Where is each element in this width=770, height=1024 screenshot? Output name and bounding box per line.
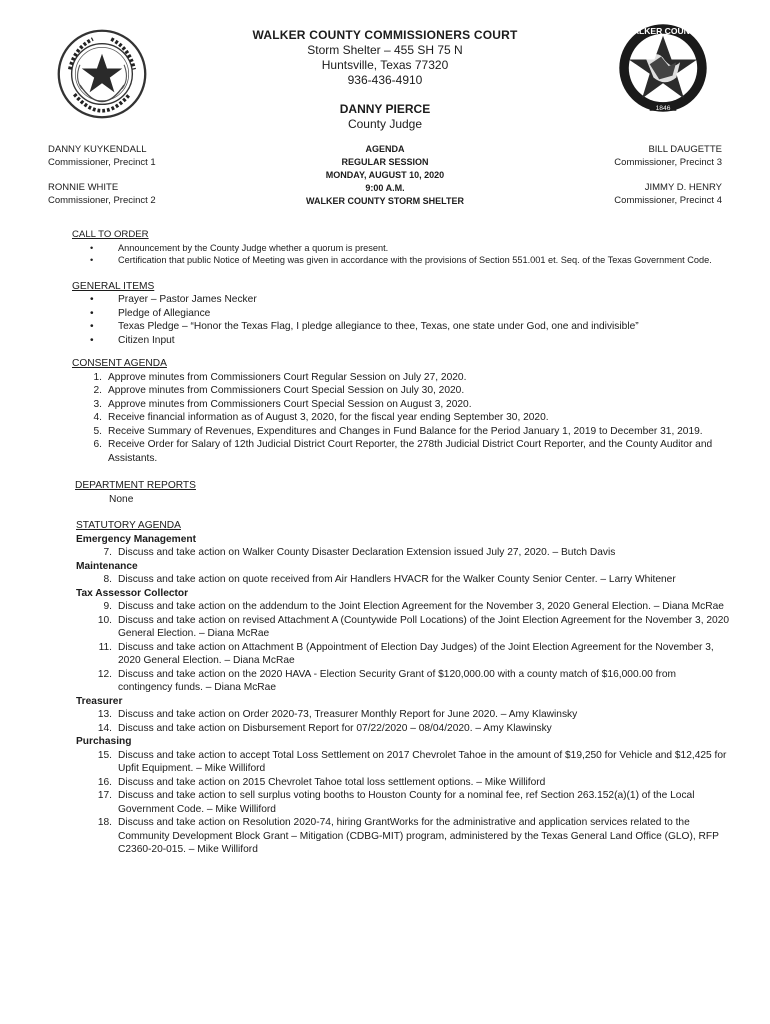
list-item: 6. Receive Order for Salary of 12th Judicial District Court Reporter, the 278th Judicial District Court Reporter, and the County Auditor and Assistants.: [93, 439, 713, 464]
session-time: 9:00 A.M.: [365, 183, 405, 193]
commissioner-name: RONNIE WHITE: [48, 182, 119, 193]
list-item: 1. Approve minutes from Commissioners Court Regular Session on July 27, 2020.: [93, 371, 467, 383]
list-item: 13. Discuss and take action on Order 2020-73, Treasurer Monthly Report for June 2020. – Amy Klawinsky: [97, 709, 578, 720]
list-item: • Pledge of Allegiance: [72, 307, 714, 321]
group-title: Purchasing: [76, 736, 132, 747]
svg-text:WALKER COUNTY: WALKER COUNTY: [625, 25, 701, 36]
list-item: 18. Discuss and take action on Resolution 2020-74, hiring GrantWorks for the administrative and application services related to the Community Development Block Grant – Mitigation (CDBG-MIT) program, administered by the Texas General Land Office (GLO), RFP C2360-20-015. – Mike Williford: [97, 817, 719, 855]
commissioner-name: BILL DAUGETTE: [648, 144, 722, 155]
commissioner-name: JIMMY D. HENRY: [644, 182, 722, 193]
list-item: 3. Approve minutes from Commissioners Court Special Session on August 3, 2020.: [93, 398, 472, 410]
commissioner-title: Commissioner, Precinct 4: [614, 195, 722, 206]
list-item: • Texas Pledge – “Honor the Texas Flag, I pledge allegiance to thee, Texas, one state under God, one and indivisible”: [72, 320, 714, 334]
court-name: WALKER COUNTY COMMISSIONERS COURT: [252, 28, 518, 42]
address-line-1: Storm Shelter – 455 SH 75 N: [307, 43, 463, 57]
department-reports-section: [0, 479, 770, 506]
section-title: STATUTORY AGENDA: [76, 520, 181, 531]
department-reports-value: None: [109, 493, 134, 505]
address-line-2: Huntsville, Texas 77320: [321, 58, 449, 72]
statutory-agenda-section: [0, 519, 770, 857]
list-item: • Citizen Input: [72, 334, 714, 348]
list-item: 7. Discuss and take action on Walker County Disaster Declaration Extension issued July 27, 2020. – Butch Davis: [103, 547, 616, 558]
session-location: WALKER COUNTY STORM SHELTER: [305, 196, 464, 206]
list-item: • Announcement by the County Judge whether a quorum is present.: [72, 242, 712, 255]
section-title: CALL TO ORDER: [72, 229, 149, 240]
group-title: Maintenance: [76, 560, 138, 572]
list-item: 15. Discuss and take action to accept Total Loss Settlement on 2017 Chevrolet Tahoe in the amount of $19,250 for Vehicle and $12,425 for Upfit Equipment. – Mike Williford: [97, 749, 727, 774]
commissioner-title: Commissioner, Precinct 2: [48, 195, 156, 206]
commissioner-title: Commissioner, Precinct 3: [614, 157, 722, 168]
list-item: 2. Approve minutes from Commissioners Court Special Session on July 30, 2020.: [93, 385, 465, 396]
list-item: 9. Discuss and take action on the addendum to the Joint Election Agreement for the November 3, 2020 General Election. – Diana McRae: [103, 601, 724, 612]
agenda-session-info: [0, 143, 770, 208]
group-title: Tax Assessor Collector: [76, 587, 189, 599]
list-item: 4. Receive financial information as of August 3, 2020, for the fiscal year ending September 30, 2020.: [93, 412, 549, 423]
list-item: • Certification that public Notice of Meeting was given in accordance with the provisions of Section 551.001 et. Seq. of the Texas Government Code.: [72, 254, 712, 267]
bullet-list: [72, 293, 714, 347]
call-to-order-section: [0, 229, 770, 267]
phone-number: 936-436-4910: [347, 73, 423, 87]
bullet-list: [72, 242, 712, 267]
list-item: • Prayer – Pastor James Necker: [72, 293, 714, 307]
county-judge-name: DANNY PIERCE: [339, 102, 431, 116]
session-date: MONDAY, AUGUST 10, 2020: [325, 170, 445, 180]
list-item: 10. Discuss and take action on revised Attachment A (Countywide Poll Locations) of the Joint Election Agreement for the November 3, 2020 General Election. – Diana McRae: [97, 614, 730, 639]
commissioner-name: DANNY KUYKENDALL: [48, 144, 147, 155]
consent-agenda-section: [0, 357, 770, 465]
svg-text:1846: 1846: [655, 104, 671, 112]
list-item: 8. Discuss and take action on quote received from Air Handlers HVACR for the Walker County Senior Center. – Larry Whitener: [103, 574, 676, 585]
general-items-section: [0, 280, 770, 348]
section-title: DEPARTMENT REPORTS: [75, 480, 196, 491]
commissioner-title: Commissioner, Precinct 1: [48, 157, 156, 168]
list-item: 17. Discuss and take action to sell surplus voting booths to Houston County for a nominal fee, ref Section 263.152(a)(1) of the Local Government Code. – Mike Williford: [97, 790, 695, 815]
section-title: GENERAL ITEMS: [72, 280, 155, 292]
agenda-body: [0, 229, 770, 857]
group-title: Treasurer: [76, 695, 123, 707]
agenda-label: AGENDA: [365, 144, 405, 154]
group-title: Emergency Management: [76, 533, 197, 545]
list-item: 14. Discuss and take action on Disbursement Report for 07/22/2020 – 08/04/2020. – Amy Klawinsky: [97, 722, 552, 734]
section-title: CONSENT AGENDA: [72, 358, 167, 369]
list-item: 5. Receive Summary of Revenues, Expenditures and Changes in Fund Balance for the Period January 1, 2019 to December 31, 2019.: [93, 425, 703, 437]
list-item: 11. Discuss and take action on Attachment B (Appointment of Election Day Judges) of the Joint Election Agreement for the November 3, 2020 General Election. – Diana McRae: [98, 641, 714, 666]
county-judge-title: County Judge: [347, 117, 423, 131]
session-type: REGULAR SESSION: [341, 157, 429, 167]
list-item: 12. Discuss and take action on the 2020 HAVA - Election Security Grant of $120,000.00 with a county match of $16,000.00 from contingency funds. – Diana McRae: [97, 668, 676, 693]
list-item: 16. Discuss and take action on 2015 Chevrolet Tahoe total loss settlement options. – Mike Williford: [97, 776, 546, 788]
